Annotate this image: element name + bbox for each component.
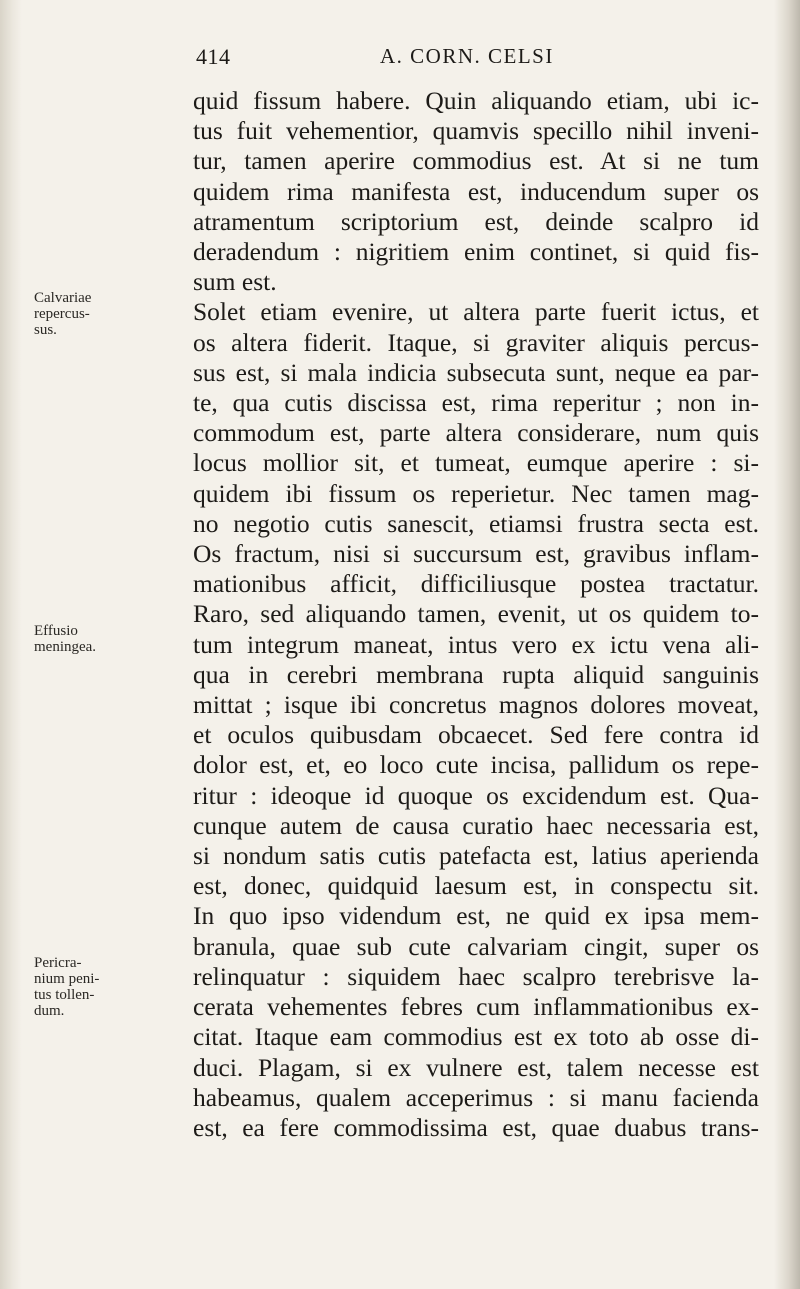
- text-line: tum integrum maneat, intus vero ex ictu vena ali-: [193, 629, 759, 659]
- text-line: locus mollior sit, et tumeat, eumque aperire : si-: [193, 448, 759, 478]
- text-line: relinquatur : siquidem haec scalpro terebrisve la-: [193, 961, 759, 991]
- text-line: est, donec, quidquid laesum est, in conspectu sit.: [193, 871, 759, 901]
- text-line: mationibus afficit, difficiliusque postea tractatur.: [193, 569, 759, 599]
- text-line: citat. Itaque eam commodius est ex toto ab osse di-: [193, 1022, 759, 1052]
- text-line: no negotio cutis sanescit, etiamsi frustra secta est.: [193, 508, 759, 538]
- text-line: cunque autem de causa curatio haec necessaria est,: [193, 810, 759, 840]
- text-line: commodum est, parte altera considerare, num quis: [193, 418, 759, 448]
- margin-note-line: repercus-: [34, 306, 90, 322]
- text-line: mittat ; isque ibi concretus magnos dolores moveat,: [193, 690, 759, 720]
- text-line: duci. Plagam, si ex vulnere est, talem necesse est: [193, 1052, 759, 1082]
- text-line: tur, tamen aperire commodius est. At si ne tum: [193, 146, 759, 176]
- body-text: [193, 86, 759, 1143]
- text-line: te, qua cutis discissa est, rima reperitur ; non in-: [193, 388, 759, 418]
- text-line: si nondum satis cutis patefacta est, latius aperienda: [193, 841, 759, 871]
- text-line: quidem rima manifesta est, inducendum super os: [193, 176, 759, 206]
- margin-note-line: dum.: [34, 1003, 65, 1019]
- text-line: Solet etiam evenire, ut altera parte fuerit ictus, et: [193, 297, 759, 327]
- page-number: 414: [196, 44, 231, 69]
- text-line: In quo ipso videndum est, ne quid ex ipsa mem-: [193, 901, 759, 931]
- text-line: os altera fiderit. Itaque, si graviter aliquis percus-: [193, 327, 759, 357]
- margin-note-line: sus.: [34, 322, 57, 338]
- text-line: deradendum : nigritiem enim continet, si quid fis-: [193, 237, 759, 267]
- text-line: Raro, sed aliquando tamen, evenit, ut os quidem to-: [193, 599, 759, 629]
- margin-note-line: nium peni-: [34, 971, 100, 987]
- margin-note-effusio: [34, 623, 164, 655]
- text-line: atramentum scriptorium est, deinde scalpro id: [193, 206, 759, 236]
- text-line: dolor est, et, eo loco cute incisa, pallidum os repe-: [193, 750, 759, 780]
- page-gutter-shadow: [0, 0, 22, 1289]
- text-line: habeamus, qualem acceperimus : si manu facienda: [193, 1082, 759, 1112]
- text-line: branula, quae sub cute calvariam cingit, super os: [193, 931, 759, 961]
- running-head: A. CORN. CELSI: [380, 44, 554, 68]
- margin-note-calvariae: [34, 290, 164, 338]
- text-line: sus est, si mala indicia subsecuta sunt, neque ea par-: [193, 357, 759, 387]
- page-header: [196, 44, 766, 76]
- margin-note-line: Calvariae: [34, 290, 92, 306]
- text-line: quid fissum habere. Quin aliquando etiam, ubi ic-: [193, 86, 759, 115]
- text-line: tus fuit vehementior, quamvis specillo nihil inveni-: [193, 116, 759, 146]
- text-line: quidem ibi fissum os reperietur. Nec tamen mag-: [193, 478, 759, 508]
- margin-note-pericranium: [34, 955, 164, 1019]
- text-line: et oculos quibusdam obcaecet. Sed fere contra id: [193, 720, 759, 750]
- text-line: qua in cerebri membrana rupta aliquid sanguinis: [193, 659, 759, 689]
- margin-note-line: meningea.: [34, 639, 97, 655]
- text-line: cerata vehementes febres cum inflammationibus ex-: [193, 992, 759, 1022]
- text-line: Os fractum, nisi si succursum est, gravibus inflam-: [193, 539, 759, 569]
- page-edge-shadow: [774, 0, 800, 1289]
- text-line: sum est.: [193, 267, 277, 297]
- text-line: ritur : ideoque id quoque os excidendum est. Qua-: [193, 780, 759, 810]
- margin-note-line: Pericra-: [34, 955, 82, 971]
- text-line: est, ea fere commodissima est, quae duabus trans-: [193, 1112, 759, 1142]
- margin-note-line: tus tollen-: [34, 987, 95, 1003]
- margin-note-line: Effusio: [34, 623, 78, 639]
